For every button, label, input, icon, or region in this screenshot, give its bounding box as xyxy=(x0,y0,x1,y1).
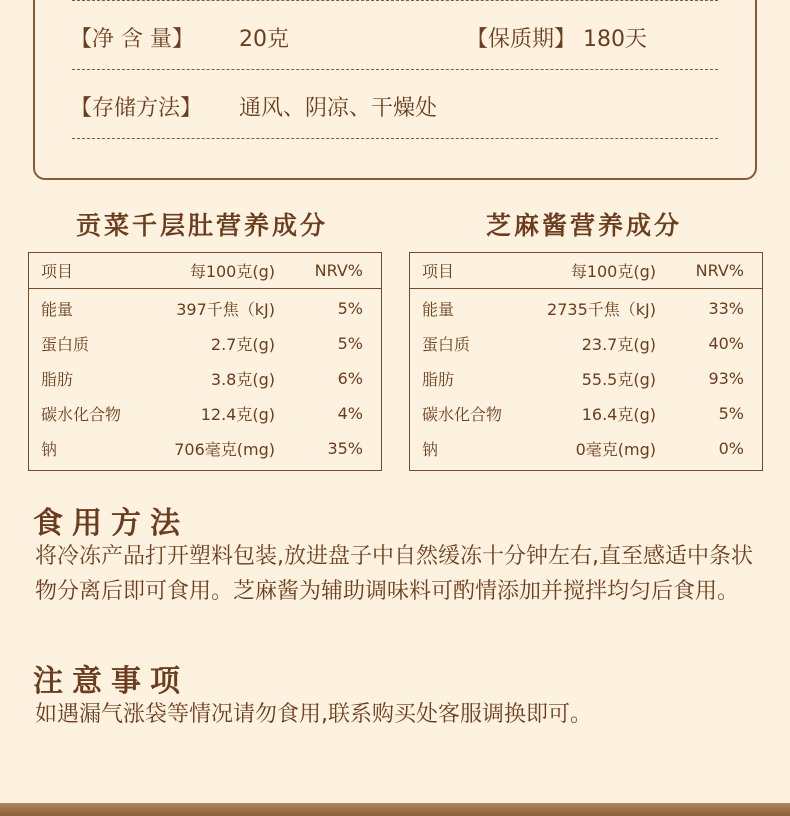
nutrient-name: 脂肪 xyxy=(422,370,455,389)
nutrient-nrv: 35% xyxy=(327,439,363,458)
nutrient-name: 蛋白质 xyxy=(41,335,90,354)
usage-instructions: 将冷冻产品打开塑料包装,放进盘子中自然缓冻十分钟左右,直至感适中条状物分离后即可食用。芝麻酱为辅助调味料可酌情添加并搅拌均匀后食用。 xyxy=(35,544,753,604)
nutrient-amount: 12.4克(g) xyxy=(200,405,275,424)
nutrient-name: 钠 xyxy=(41,440,58,459)
nutrient-amount: 55.5克(g) xyxy=(581,370,656,389)
table-row xyxy=(410,396,763,431)
bottom-border-bar xyxy=(0,803,790,816)
usage-section-title: 食用方法 xyxy=(33,506,189,541)
nutrient-amount: 397千焦（kJ) xyxy=(176,300,275,319)
column-header-item: 项目 xyxy=(29,253,152,289)
nutrient-nrv: 6% xyxy=(337,369,363,388)
table-row xyxy=(29,361,382,396)
table-row xyxy=(29,326,382,361)
storage-value: 通风、阴凉、干燥处 xyxy=(239,96,438,121)
table-row xyxy=(410,361,763,396)
table-row xyxy=(29,431,382,471)
column-header-per100g: 每100克(g) xyxy=(151,253,275,289)
nutrition-table-title: 贡菜千层肚营养成分 xyxy=(76,211,329,240)
nutrient-amount: 706毫克(mg) xyxy=(174,440,275,459)
nutrient-nrv: 5% xyxy=(718,404,744,423)
nutrient-name: 碳水化合物 xyxy=(41,405,122,424)
storage-label: 【存储方法】 xyxy=(70,96,203,121)
nutrient-nrv: 4% xyxy=(337,404,363,423)
table-row xyxy=(410,289,763,327)
table-row xyxy=(410,326,763,361)
column-header-nrv: NRV% xyxy=(656,253,763,289)
nutrient-amount: 16.4克(g) xyxy=(581,405,656,424)
nutrient-name: 能量 xyxy=(41,300,74,319)
nutrient-amount: 2735千焦（kJ) xyxy=(547,300,656,319)
nutrient-nrv: 40% xyxy=(708,334,744,353)
nutrient-name: 碳水化合物 xyxy=(422,405,503,424)
nutrition-table-title: 芝麻酱营养成分 xyxy=(486,211,683,240)
spec-divider xyxy=(72,69,718,70)
nutrient-amount: 2.7克(g) xyxy=(210,335,275,354)
nutrient-amount: 0毫克(mg) xyxy=(575,440,656,459)
nutrient-nrv: 5% xyxy=(337,334,363,353)
nutrient-amount: 23.7克(g) xyxy=(581,335,656,354)
nutrient-nrv: 5% xyxy=(337,299,363,318)
nutrient-amount: 3.8克(g) xyxy=(210,370,275,389)
table-row xyxy=(410,431,763,471)
shelf-life-label: 【保质期】 xyxy=(466,27,577,52)
shelf-life-value: 180天 xyxy=(583,27,647,52)
table-header-row xyxy=(29,253,382,289)
net-content-label: 【净 含 量】 xyxy=(70,27,194,52)
nutrition-table-sesame-paste xyxy=(409,252,763,471)
notes-text: 如遇漏气涨袋等情况请勿食用,联系购买处客服调换即可。 xyxy=(35,702,592,727)
nutrition-table-gongcai xyxy=(28,252,382,471)
column-header-nrv: NRV% xyxy=(275,253,382,289)
spec-divider xyxy=(72,138,718,139)
spec-divider-top xyxy=(72,0,718,1)
net-content-value: 20克 xyxy=(239,27,289,52)
nutrient-nrv: 33% xyxy=(708,299,744,318)
column-header-item: 项目 xyxy=(410,253,533,289)
table-row xyxy=(29,289,382,327)
table-row xyxy=(29,396,382,431)
table-header-row xyxy=(410,253,763,289)
nutrient-nrv: 0% xyxy=(718,439,744,458)
nutrient-name: 蛋白质 xyxy=(422,335,471,354)
column-header-per100g: 每100克(g) xyxy=(532,253,656,289)
nutrient-nrv: 93% xyxy=(708,369,744,388)
notes-section-title: 注意事项 xyxy=(33,664,189,699)
nutrient-name: 钠 xyxy=(422,440,439,459)
nutrient-name: 能量 xyxy=(422,300,455,319)
nutrient-name: 脂肪 xyxy=(41,370,74,389)
